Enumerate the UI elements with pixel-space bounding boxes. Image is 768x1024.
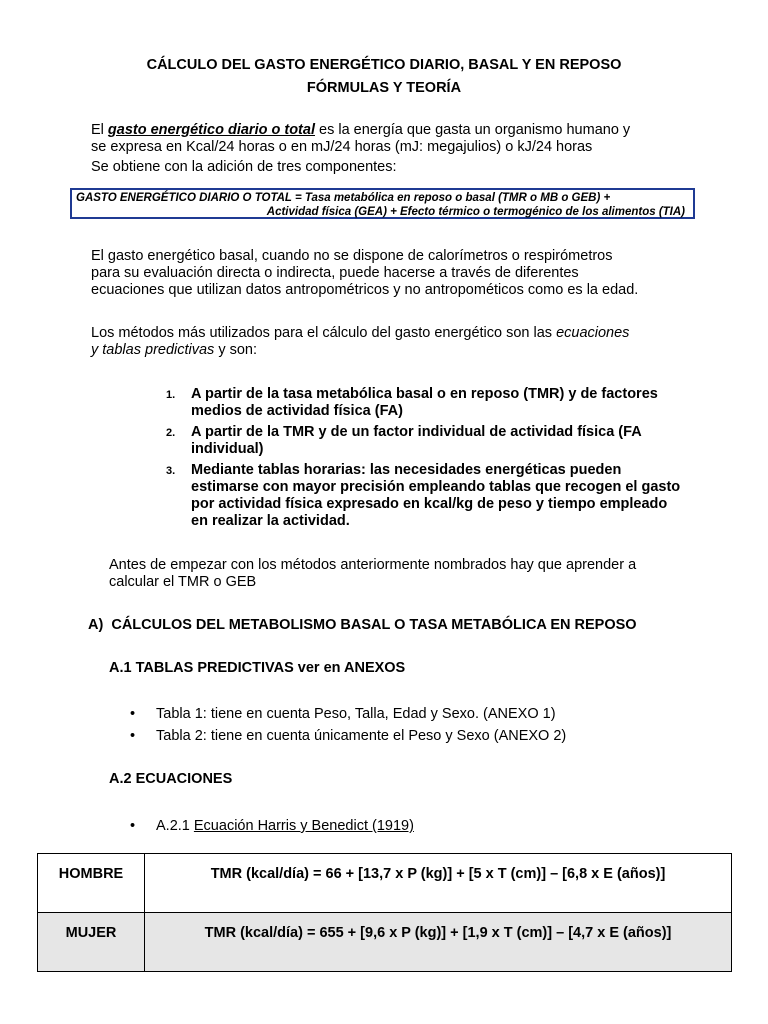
methods-line-1 bbox=[91, 325, 711, 342]
intro-rest: es la energía que gasta un organismo humano y bbox=[314, 122, 631, 138]
basal-line-1: El gasto energético basal, cuando no se dispone de calorímetros o respirómetros bbox=[91, 248, 613, 264]
table-row bbox=[38, 913, 732, 972]
before-line-1: Antes de empezar con los métodos anteriormente nombrados hay que aprender a bbox=[109, 557, 637, 573]
page-title: CÁLCULO DEL GASTO ENERGÉTICO DIARIO, BASAL Y EN REPOSO bbox=[146, 57, 622, 73]
methods-italic-2: y tablas predictivas bbox=[91, 342, 215, 358]
intro-line-3: Se obtiene con la adición de tres componentes: bbox=[91, 159, 397, 175]
basal-line-3: ecuaciones que utilizan datos antropométricos y no antropométicos como es la edad. bbox=[91, 282, 639, 298]
equation-item-prefix: A.2.1 bbox=[156, 818, 194, 834]
row-formula: TMR (kcal/día) = 655 + [9,6 x P (kg)] + [1,9 x T (cm)] – [4,7 x E (años)] bbox=[145, 913, 732, 972]
intro-line-1 bbox=[91, 122, 711, 139]
basal-line-2: para su evaluación directa o indirecta, puede hacerse a través de diferentes bbox=[91, 265, 579, 281]
before-line-2: calcular el TMR o GEB bbox=[109, 574, 257, 590]
list-text: Tabla 1: tiene en cuenta Peso, Talla, Edad y Sexo. (ANEXO 1) bbox=[156, 706, 556, 722]
equation-item-text bbox=[156, 818, 414, 834]
list-number: 1. bbox=[166, 389, 176, 401]
total-expenditure-formula-box bbox=[70, 188, 695, 219]
intro-paragraph bbox=[91, 122, 711, 176]
row-label: HOMBRE bbox=[38, 854, 145, 913]
bullet-icon: • bbox=[130, 818, 136, 834]
list-number: 3. bbox=[166, 465, 176, 477]
before-paragraph bbox=[109, 557, 709, 591]
list-text: Mediante tablas horarias: las necesidades energéticas pueden estimarse con mayor precisión empleando tablas que recogen el gasto por actividad física expresado en kcal/kg de peso y tiempo empleado en realizar la actividad. bbox=[191, 462, 681, 529]
list-text: Tabla 2: tiene en cuenta únicamente el Peso y Sexo (ANEXO 2) bbox=[156, 728, 567, 744]
list-number: 2. bbox=[166, 427, 176, 439]
methods-rest: y son: bbox=[214, 342, 258, 358]
row-label: MUJER bbox=[38, 913, 145, 972]
intro-prefix: El bbox=[91, 122, 108, 138]
section-a1-heading: A.1 TABLAS PREDICTIVAS ver en ANEXOS bbox=[109, 660, 406, 676]
list-text: A partir de la TMR y de un factor individual de actividad física (FA individual) bbox=[191, 424, 642, 457]
methods-paragraph bbox=[91, 325, 711, 359]
methods-line-2 bbox=[91, 342, 711, 359]
intro-line-2: se expresa en Kcal/24 horas o en mJ/24 horas (mJ: megajulios) o kJ/24 horas bbox=[91, 139, 593, 155]
harris-benedict-link[interactable]: Ecuación Harris y Benedict (1919) bbox=[193, 818, 414, 834]
formula-line-1: GASTO ENERGÉTICO DIARIO O TOTAL = Tasa metabólica en reposo o basal (TMR o MB o GEB) + bbox=[76, 192, 611, 204]
bullet-icon: • bbox=[130, 706, 136, 722]
row-formula: TMR (kcal/día) = 66 + [13,7 x P (kg)] + [5 x T (cm)] – [6,8 x E (años)] bbox=[145, 854, 732, 913]
basal-paragraph bbox=[91, 248, 711, 299]
methods-italic-1: ecuaciones bbox=[556, 325, 630, 341]
list-text: A partir de la tasa metabólica basal o en reposo (TMR) y de factores medios de actividad física (FA) bbox=[191, 386, 658, 419]
intro-term: gasto energético diario o total bbox=[107, 122, 315, 138]
methods-prefix: Los métodos más utilizados para el cálculo del gasto energético son las bbox=[91, 325, 557, 341]
formula-line-2: Actividad física (GEA) + Efecto térmico o termogénico de los alimentos (TIA) bbox=[266, 206, 685, 218]
section-a2-heading: A.2 ECUACIONES bbox=[109, 771, 233, 787]
equations-table bbox=[37, 853, 732, 972]
page-subtitle: FÓRMULAS Y TEORÍA bbox=[306, 80, 462, 96]
bullet-icon: • bbox=[130, 728, 136, 744]
section-a-heading: A) CÁLCULOS DEL METABOLISMO BASAL O TASA METABÓLICA EN REPOSO bbox=[88, 617, 637, 633]
table-row bbox=[38, 854, 732, 913]
